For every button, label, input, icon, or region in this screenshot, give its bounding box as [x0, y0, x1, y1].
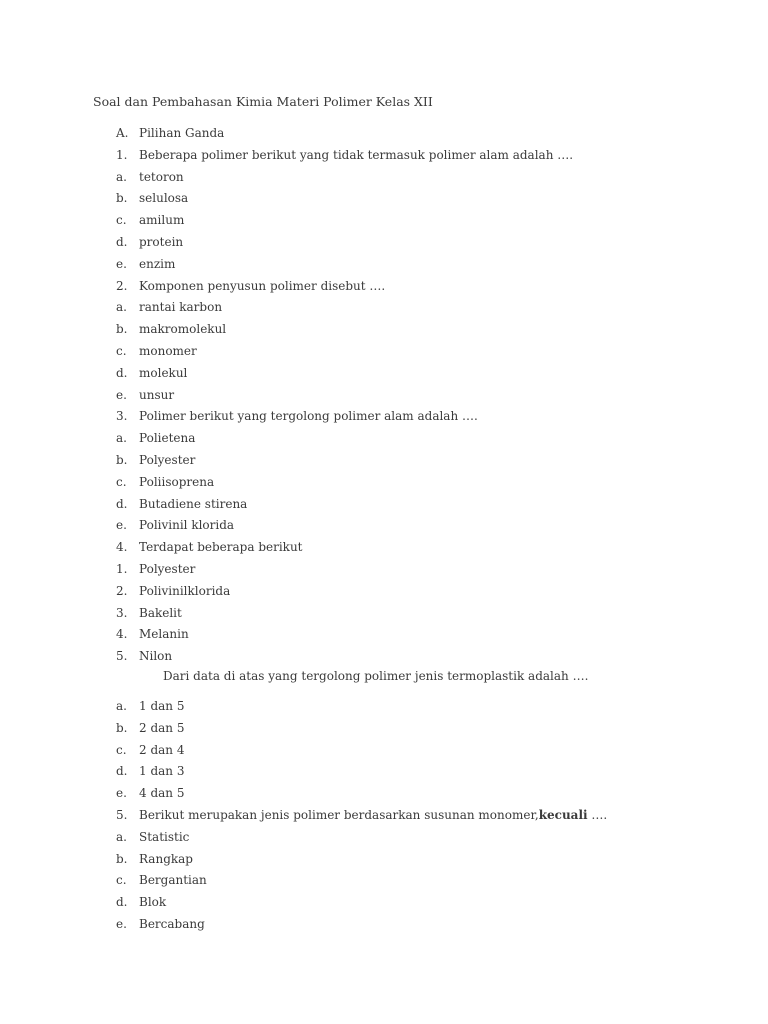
list-marker: d. [116, 496, 128, 511]
list-marker: 5. [116, 649, 128, 664]
question-4-note: Dari data di atas yang tergolong polimer jenis termoplastik adalah …. [163, 669, 589, 683]
list-text [139, 385, 174, 405]
list-marker: e. [116, 256, 127, 271]
list-marker: 3. [116, 409, 128, 424]
list-text [139, 761, 184, 781]
list-text-main: Terdapat beberapa berikut [139, 540, 303, 555]
list-marker: c. [116, 742, 127, 757]
list-text-main: 1 dan 5 [139, 699, 185, 713]
list-text-main: Berikut merupakan jenis polimer berdasarkan susunan monomer, [139, 808, 539, 822]
list-marker: 2. [116, 583, 128, 598]
list-text-main: Polyester [139, 453, 196, 467]
list-marker: b. [116, 191, 128, 206]
list-text [139, 472, 214, 492]
list-marker: A. [116, 126, 129, 140]
list-text-main: Poliisoprena [139, 474, 215, 489]
list-marker: c. [116, 873, 127, 888]
list-marker: d. [116, 365, 128, 380]
list-text-main: protein [139, 235, 184, 249]
list-marker: b. [116, 851, 128, 866]
list-marker: b. [116, 322, 128, 337]
list-marker: c. [116, 213, 127, 228]
list-text [139, 559, 195, 579]
list-text [139, 849, 193, 869]
list-marker: e. [116, 917, 127, 931]
list-marker: d. [116, 764, 128, 779]
list-text-main: Polimer berikut yang tergolong polimer alam adalah …. [139, 409, 478, 424]
list-text-main: Bergantian [139, 873, 207, 888]
list-text [139, 341, 197, 361]
list-marker: d. [116, 235, 128, 249]
list-text [139, 254, 175, 274]
list-text-main: Bercabang [139, 917, 205, 931]
list-marker: 4. [116, 627, 128, 642]
list-text [139, 696, 184, 716]
list-text [139, 428, 195, 448]
list-text-main: enzim [139, 256, 176, 271]
list-text-main: Polivinilklorida [139, 583, 231, 598]
list-marker: e. [116, 387, 127, 402]
list-marker: d. [116, 895, 128, 910]
list-text-main: Bakelit [139, 605, 182, 620]
list-text-main: 4 dan 5 [139, 786, 185, 801]
list-marker: a. [116, 829, 127, 844]
list-text-main: selulosa [139, 191, 189, 206]
list-text-main: Polyester [139, 562, 196, 576]
list-text [139, 450, 195, 470]
list-text-main: 1 dan 3 [139, 764, 185, 779]
list-text-main: Komponen penyusun polimer disebut …. [139, 278, 386, 293]
list-text [139, 494, 247, 514]
list-text-main: monomer [139, 344, 197, 358]
list-marker: b. [116, 720, 128, 735]
list-text [139, 537, 303, 557]
list-text-main: Polietena [139, 431, 196, 446]
list-text-main: Polivinil klorida [139, 518, 235, 533]
list-marker: 5. [116, 808, 128, 822]
list-text [139, 188, 188, 208]
list-text-main: molekul [139, 365, 188, 380]
list-text [139, 624, 189, 644]
list-text [139, 297, 222, 317]
list-text [139, 603, 182, 623]
list-text-main: makromolekul [139, 322, 227, 337]
list-text [139, 718, 184, 738]
list-marker: a. [116, 300, 127, 315]
list-text-main: tetoron [139, 169, 184, 184]
list-marker: a. [116, 699, 127, 713]
list-text [139, 914, 205, 934]
list-text [139, 123, 224, 143]
list-marker: 4. [116, 540, 128, 555]
list-text-main: unsur [139, 387, 175, 402]
list-marker: 2. [116, 278, 128, 293]
list-text [139, 870, 207, 890]
list-text [139, 515, 234, 535]
list-text [139, 783, 184, 803]
list-text-main: Pilihan Ganda [139, 126, 225, 140]
list-marker: b. [116, 453, 128, 467]
list-text [139, 145, 573, 165]
list-text [139, 167, 184, 187]
list-marker: 1. [116, 562, 128, 576]
list-marker: 1. [116, 147, 128, 162]
list-text-tail: …. [587, 808, 608, 822]
list-text [139, 406, 478, 426]
list-marker: c. [116, 344, 127, 358]
list-marker: 3. [116, 605, 128, 620]
list-text-main: Melanin [139, 627, 189, 642]
list-text-main: amilum [139, 213, 185, 228]
list-text [139, 581, 230, 601]
list-text [139, 276, 385, 296]
list-text-main: Statistic [139, 829, 190, 844]
list-marker: a. [116, 431, 127, 446]
list-text-main: 2 dan 4 [139, 742, 185, 757]
list-marker: e. [116, 518, 127, 533]
list-marker: e. [116, 786, 127, 801]
list-text-emphasis: kecuali [538, 808, 588, 822]
list-text [139, 363, 187, 383]
list-text [139, 805, 607, 825]
list-text-main: Rangkap [139, 851, 193, 866]
list-text-main: Blok [139, 895, 167, 910]
list-text [139, 210, 184, 230]
list-text [139, 892, 166, 912]
document-title: Soal dan Pembahasan Kimia Materi Polimer Kelas XII [93, 94, 433, 109]
list-text [139, 827, 189, 847]
list-text [139, 740, 184, 760]
list-text-main: 2 dan 5 [139, 720, 185, 735]
list-text [139, 646, 172, 666]
list-text-main: Nilon [139, 649, 173, 664]
list-marker: a. [116, 169, 127, 184]
list-text-main: Beberapa polimer berikut yang tidak termasuk polimer alam adalah …. [139, 147, 574, 162]
list-text [139, 232, 183, 252]
list-text [139, 319, 226, 339]
list-marker: c. [116, 474, 127, 489]
list-text-main: rantai karbon [139, 300, 223, 315]
list-text-main: Butadiene stirena [139, 496, 248, 511]
